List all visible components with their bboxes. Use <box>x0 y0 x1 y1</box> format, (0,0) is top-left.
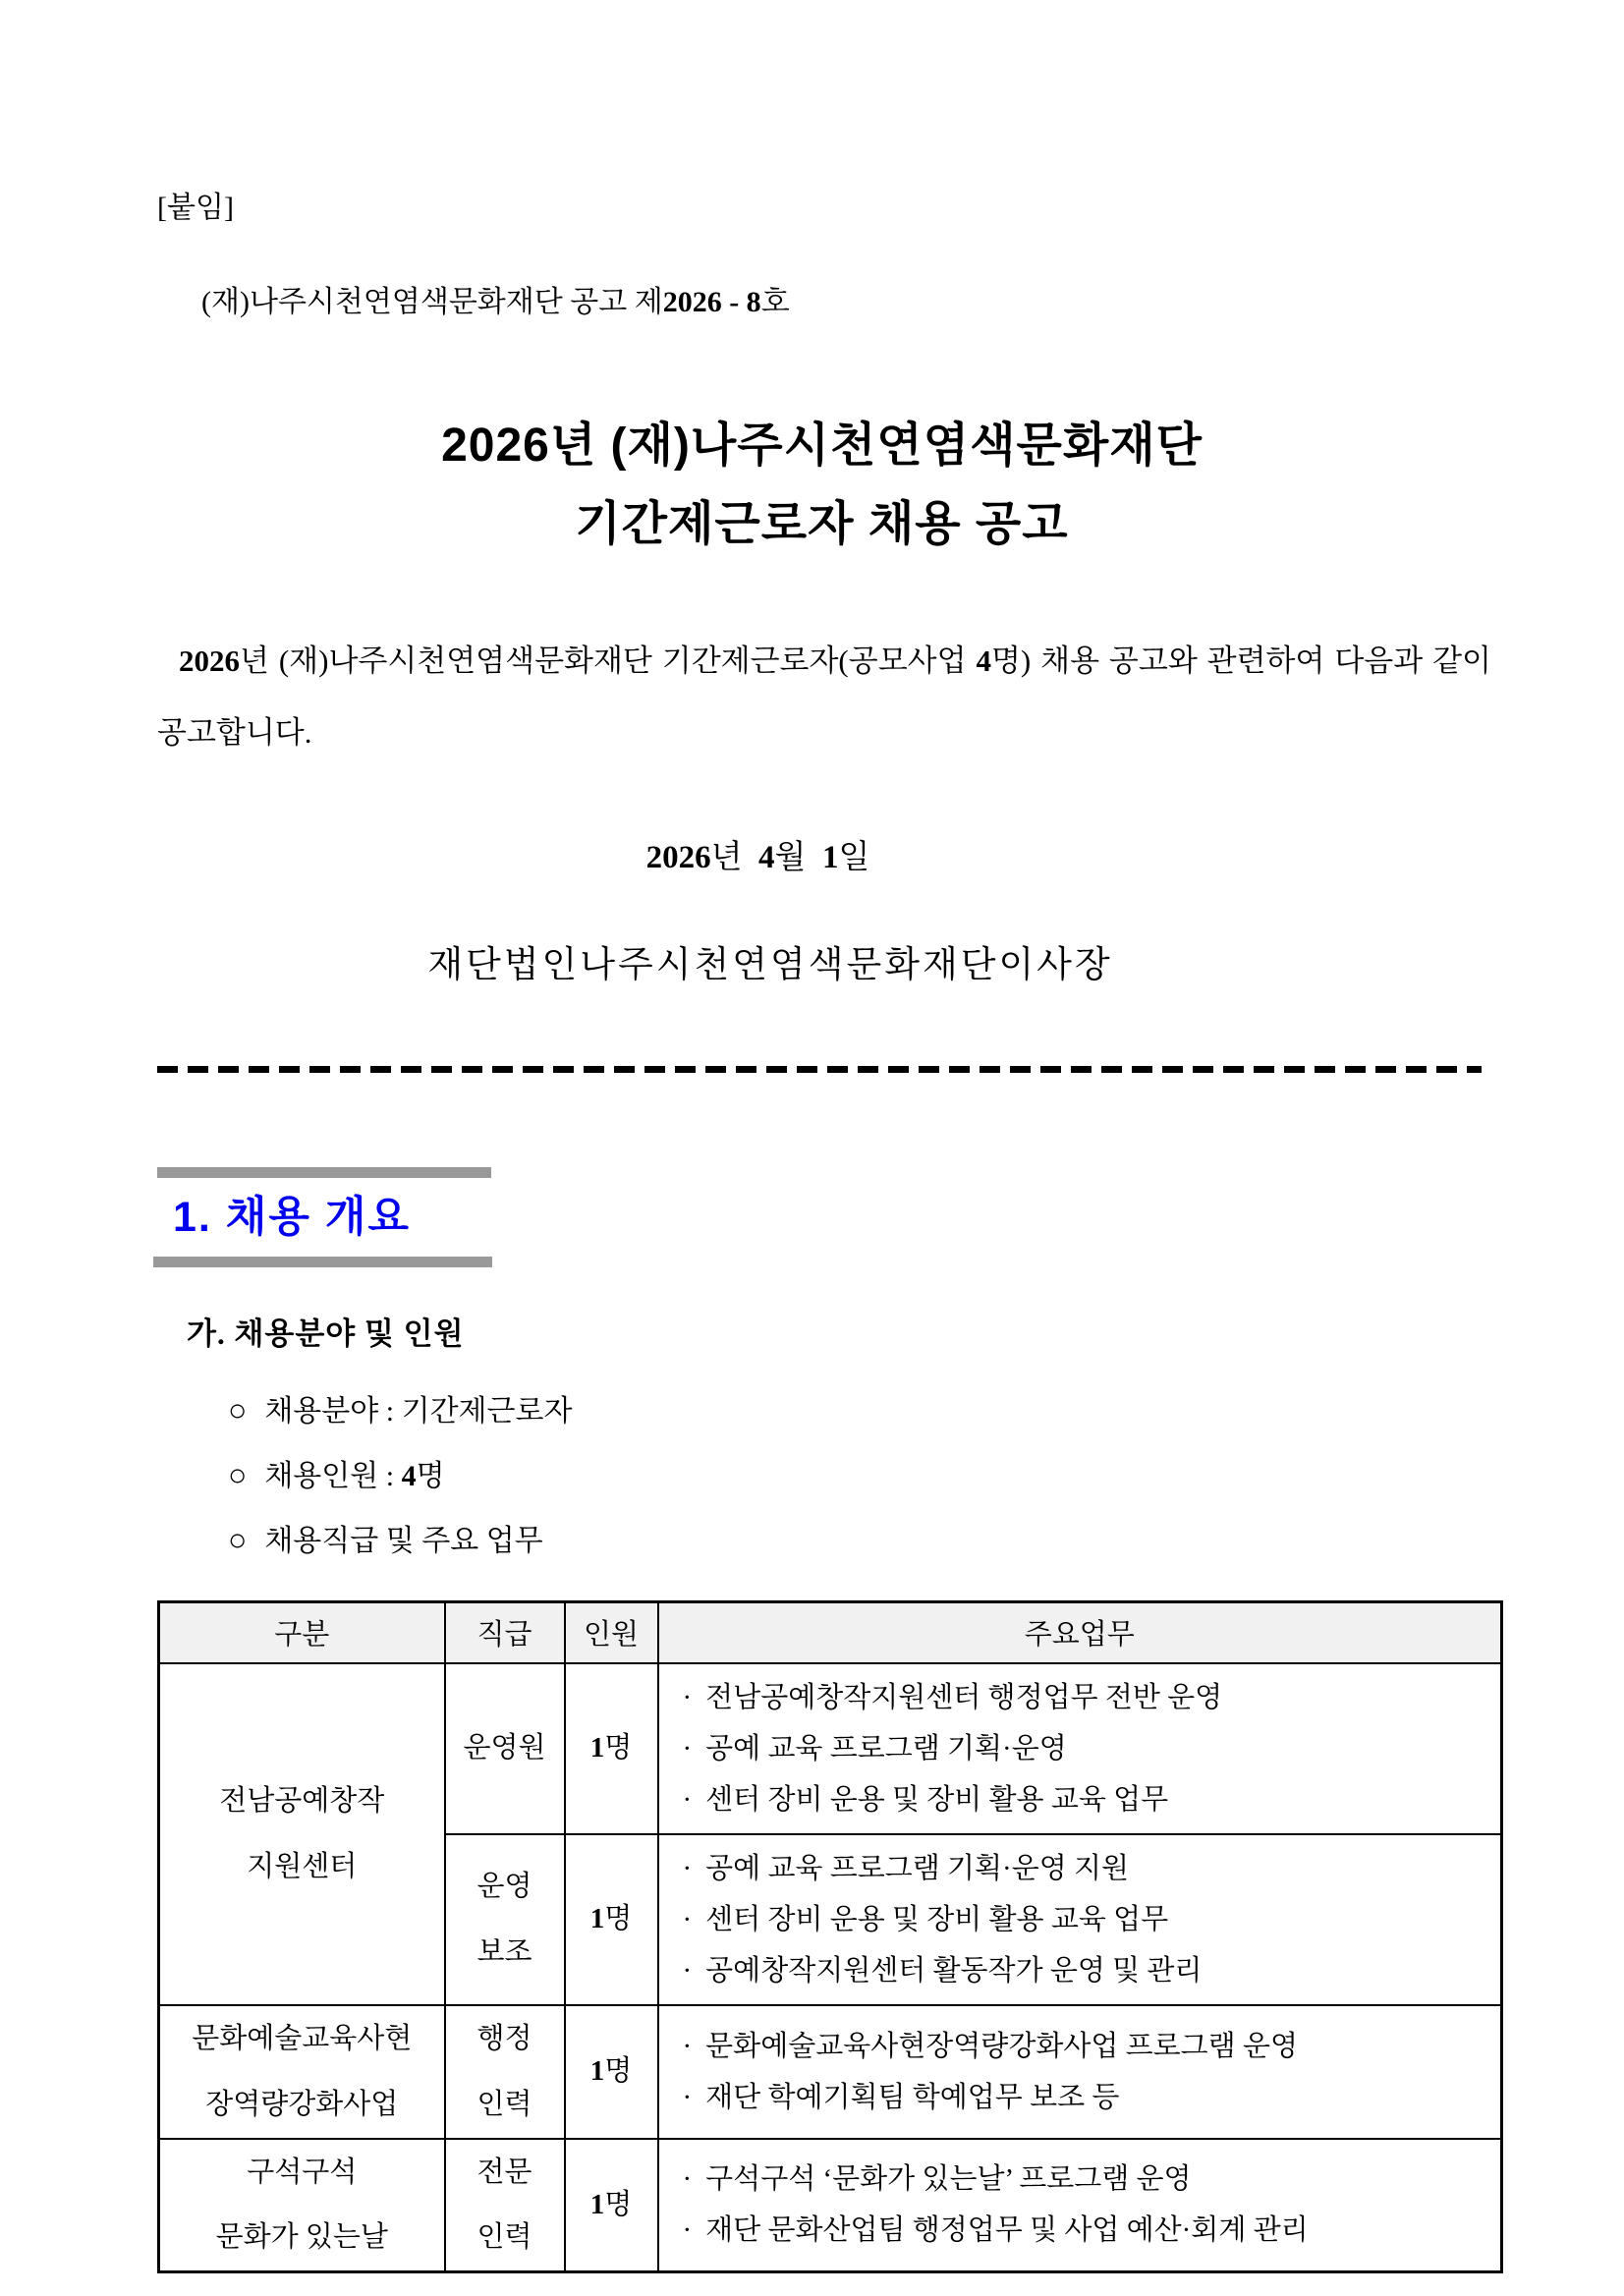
cell-category <box>159 2005 445 2139</box>
bullet-item-field <box>228 1378 1486 1443</box>
paragraph-headcount: 4 <box>976 644 991 678</box>
duty-text: 공예 교육 프로그램 기획·운영 지원 <box>705 1852 1130 1884</box>
section-1-title: 1. 채용 개요 <box>173 1194 411 1241</box>
cell-rank <box>445 2139 565 2272</box>
column-header: 구분 <box>159 1602 445 1663</box>
column-header: 주요업무 <box>658 1602 1502 1663</box>
bullet-item-headcount <box>228 1443 1486 1508</box>
document-title-line1: 2026년 (재)나주시천연염색문화재단 <box>441 420 1203 472</box>
duty-text: 센터 장비 운용 및 장비 활용 교육 업무 <box>705 1903 1169 1935</box>
dashed-divider <box>157 1066 1482 1073</box>
headcount-unit: 명 <box>604 1903 633 1935</box>
cell-headcount <box>565 2139 658 2272</box>
rank-line: 행정 <box>476 2022 532 2054</box>
duty-text: 재단 학예기획팀 학예업무 보조 등 <box>705 2081 1120 2113</box>
bullet-list <box>228 1378 1486 1573</box>
bullet-dot-icon: · <box>682 1852 693 1884</box>
duty-line <box>677 1774 1491 1825</box>
cell-duties <box>658 1663 1502 1834</box>
bullet-dot-icon: · <box>682 2214 693 2247</box>
column-header: 직급 <box>445 1602 565 1663</box>
headcount-number: 1 <box>589 2055 605 2088</box>
headcount-number: 1 <box>589 1732 605 1764</box>
bullet-circle-icon: ○ <box>228 1522 248 1557</box>
header-row <box>159 1602 1502 1663</box>
duty-text: 구석구석 ‘문화가 있는날’ 프로그램 운영 <box>705 2163 1192 2196</box>
category-line: 전남공예창작 <box>219 1784 385 1817</box>
notice-number-line <box>157 245 1486 360</box>
date-day: 1 <box>821 840 839 875</box>
section-bar-top <box>157 1167 491 1178</box>
date-day-unit: 일 <box>838 840 870 875</box>
headcount-unit: 명 <box>604 2188 633 2220</box>
cell-rank <box>445 2005 565 2139</box>
document-title <box>157 407 1486 564</box>
headcount-number: 1 <box>589 2188 605 2220</box>
duty-line <box>677 1945 1491 1996</box>
duty-line <box>677 1894 1491 1945</box>
column-header: 인원 <box>565 1602 658 1663</box>
announcement-date <box>157 831 1486 877</box>
bullet-field-text: 채용분야 : 기간제근로자 <box>264 1395 573 1428</box>
attachment-label: [붙임] <box>157 192 234 224</box>
bullet-dot-icon: · <box>682 1732 693 1764</box>
bullet-headcount-label: 채용인원 : <box>264 1460 402 1492</box>
cell-category <box>159 1663 445 2005</box>
cell-duties <box>658 2005 1502 2139</box>
rank-line: 인력 <box>476 2088 532 2120</box>
bullet-dot-icon: · <box>682 1954 693 1987</box>
rank-line: 전문 <box>476 2156 532 2188</box>
signer-line: 재단법인나주시천연염색문화재단이사장 <box>427 945 1113 985</box>
category-line: 장역량강화사업 <box>205 2088 399 2120</box>
notice-number-suffix: 호 <box>760 286 790 318</box>
bullet-dot-icon: · <box>682 2030 693 2062</box>
recruitment-table-head <box>159 1602 1502 1663</box>
category-line: 구석구석 <box>247 2156 358 2188</box>
cell-duties <box>658 2139 1502 2272</box>
paragraph-text-2: 명) 채용 공고와 관련하여 다음과 같이 공고합니다. <box>157 644 1499 750</box>
notice-number-prefix: (재)나주시천연염색문화재단 공고 제 <box>201 286 663 318</box>
recruitment-table-body <box>159 1663 1502 2272</box>
cell-headcount <box>565 2005 658 2139</box>
announcement-paragraph <box>157 625 1499 768</box>
date-month-unit: 월 <box>774 840 822 875</box>
category-line: 문화예술교육사현 <box>192 2022 413 2054</box>
headcount-unit: 명 <box>604 1732 633 1764</box>
bullet-item-duties <box>228 1508 1486 1573</box>
duty-line <box>677 1672 1491 1723</box>
cell-rank <box>445 1663 565 1834</box>
paragraph-year: 2026 <box>179 644 240 678</box>
duty-line <box>677 2021 1491 2072</box>
duty-line <box>677 2154 1491 2205</box>
headcount-number: 1 <box>589 1903 605 1935</box>
duty-text: 전남공예창작지원센터 행정업무 전반 운영 <box>705 1681 1223 1713</box>
duty-text: 공예창작지원센터 활동작가 운영 및 관리 <box>705 1954 1203 1987</box>
category-line: 문화가 있는날 <box>215 2221 388 2254</box>
category-line: 지원센터 <box>247 1850 358 1882</box>
date-year: 2026 <box>645 840 711 875</box>
bullet-dot-icon: · <box>682 1903 693 1935</box>
table-row <box>159 2139 1502 2272</box>
rank-line: 인력 <box>476 2221 532 2254</box>
sub-heading-recruit-field: 가. 채용분야 및 인원 <box>187 1316 465 1351</box>
notice-number-value: 2026 - 8 <box>662 286 761 318</box>
duty-line <box>677 1723 1491 1774</box>
rank-line: 보조 <box>476 1935 532 1968</box>
bullet-dot-icon: · <box>682 1681 693 1713</box>
bullet-circle-icon: ○ <box>228 1457 248 1492</box>
cell-headcount <box>565 1834 658 2005</box>
date-month: 4 <box>758 840 775 875</box>
paragraph-text-1: 년 (재)나주시천연염색문화재단 기간제근로자(공모사업 <box>240 644 977 678</box>
recruitment-table <box>157 1600 1503 2273</box>
bullet-dot-icon: · <box>682 1783 693 1816</box>
bullet-headcount-number: 4 <box>401 1460 417 1492</box>
rank-line: 운영 <box>476 1870 532 1902</box>
table-row <box>159 2005 1502 2139</box>
cell-category <box>159 2139 445 2272</box>
cell-duties <box>658 1834 1502 2005</box>
cell-rank <box>445 1834 565 2005</box>
duty-text: 공예 교육 프로그램 기획·운영 <box>705 1732 1067 1764</box>
document-title-line2: 기간제근로자 채용 공고 <box>575 498 1069 550</box>
bullet-headcount-unit: 명 <box>416 1460 445 1492</box>
duty-line <box>677 2072 1491 2123</box>
headcount-unit: 명 <box>604 2055 633 2088</box>
bullet-dot-icon: · <box>682 2081 693 2113</box>
duty-text: 재단 문화산업팀 행정업무 및 사업 예산·회계 관리 <box>705 2214 1309 2247</box>
section-bar-bottom <box>153 1257 492 1267</box>
duty-line <box>677 1843 1491 1894</box>
rank-line: 운영원 <box>463 1732 546 1764</box>
cell-headcount <box>565 1663 658 1834</box>
duty-text: 문화예술교육사현장역량강화사업 프로그램 운영 <box>705 2030 1298 2062</box>
duty-text: 센터 장비 운용 및 장비 활용 교육 업무 <box>705 1783 1169 1816</box>
bullet-dot-icon: · <box>682 2163 693 2196</box>
table-row <box>159 1663 1502 1834</box>
duty-line <box>677 2205 1491 2256</box>
date-year-unit: 년 <box>710 840 759 875</box>
bullet-circle-icon: ○ <box>228 1392 248 1428</box>
section-1-header <box>157 1167 1486 1267</box>
bullet-duties-text: 채용직급 및 주요 업무 <box>264 1525 543 1557</box>
